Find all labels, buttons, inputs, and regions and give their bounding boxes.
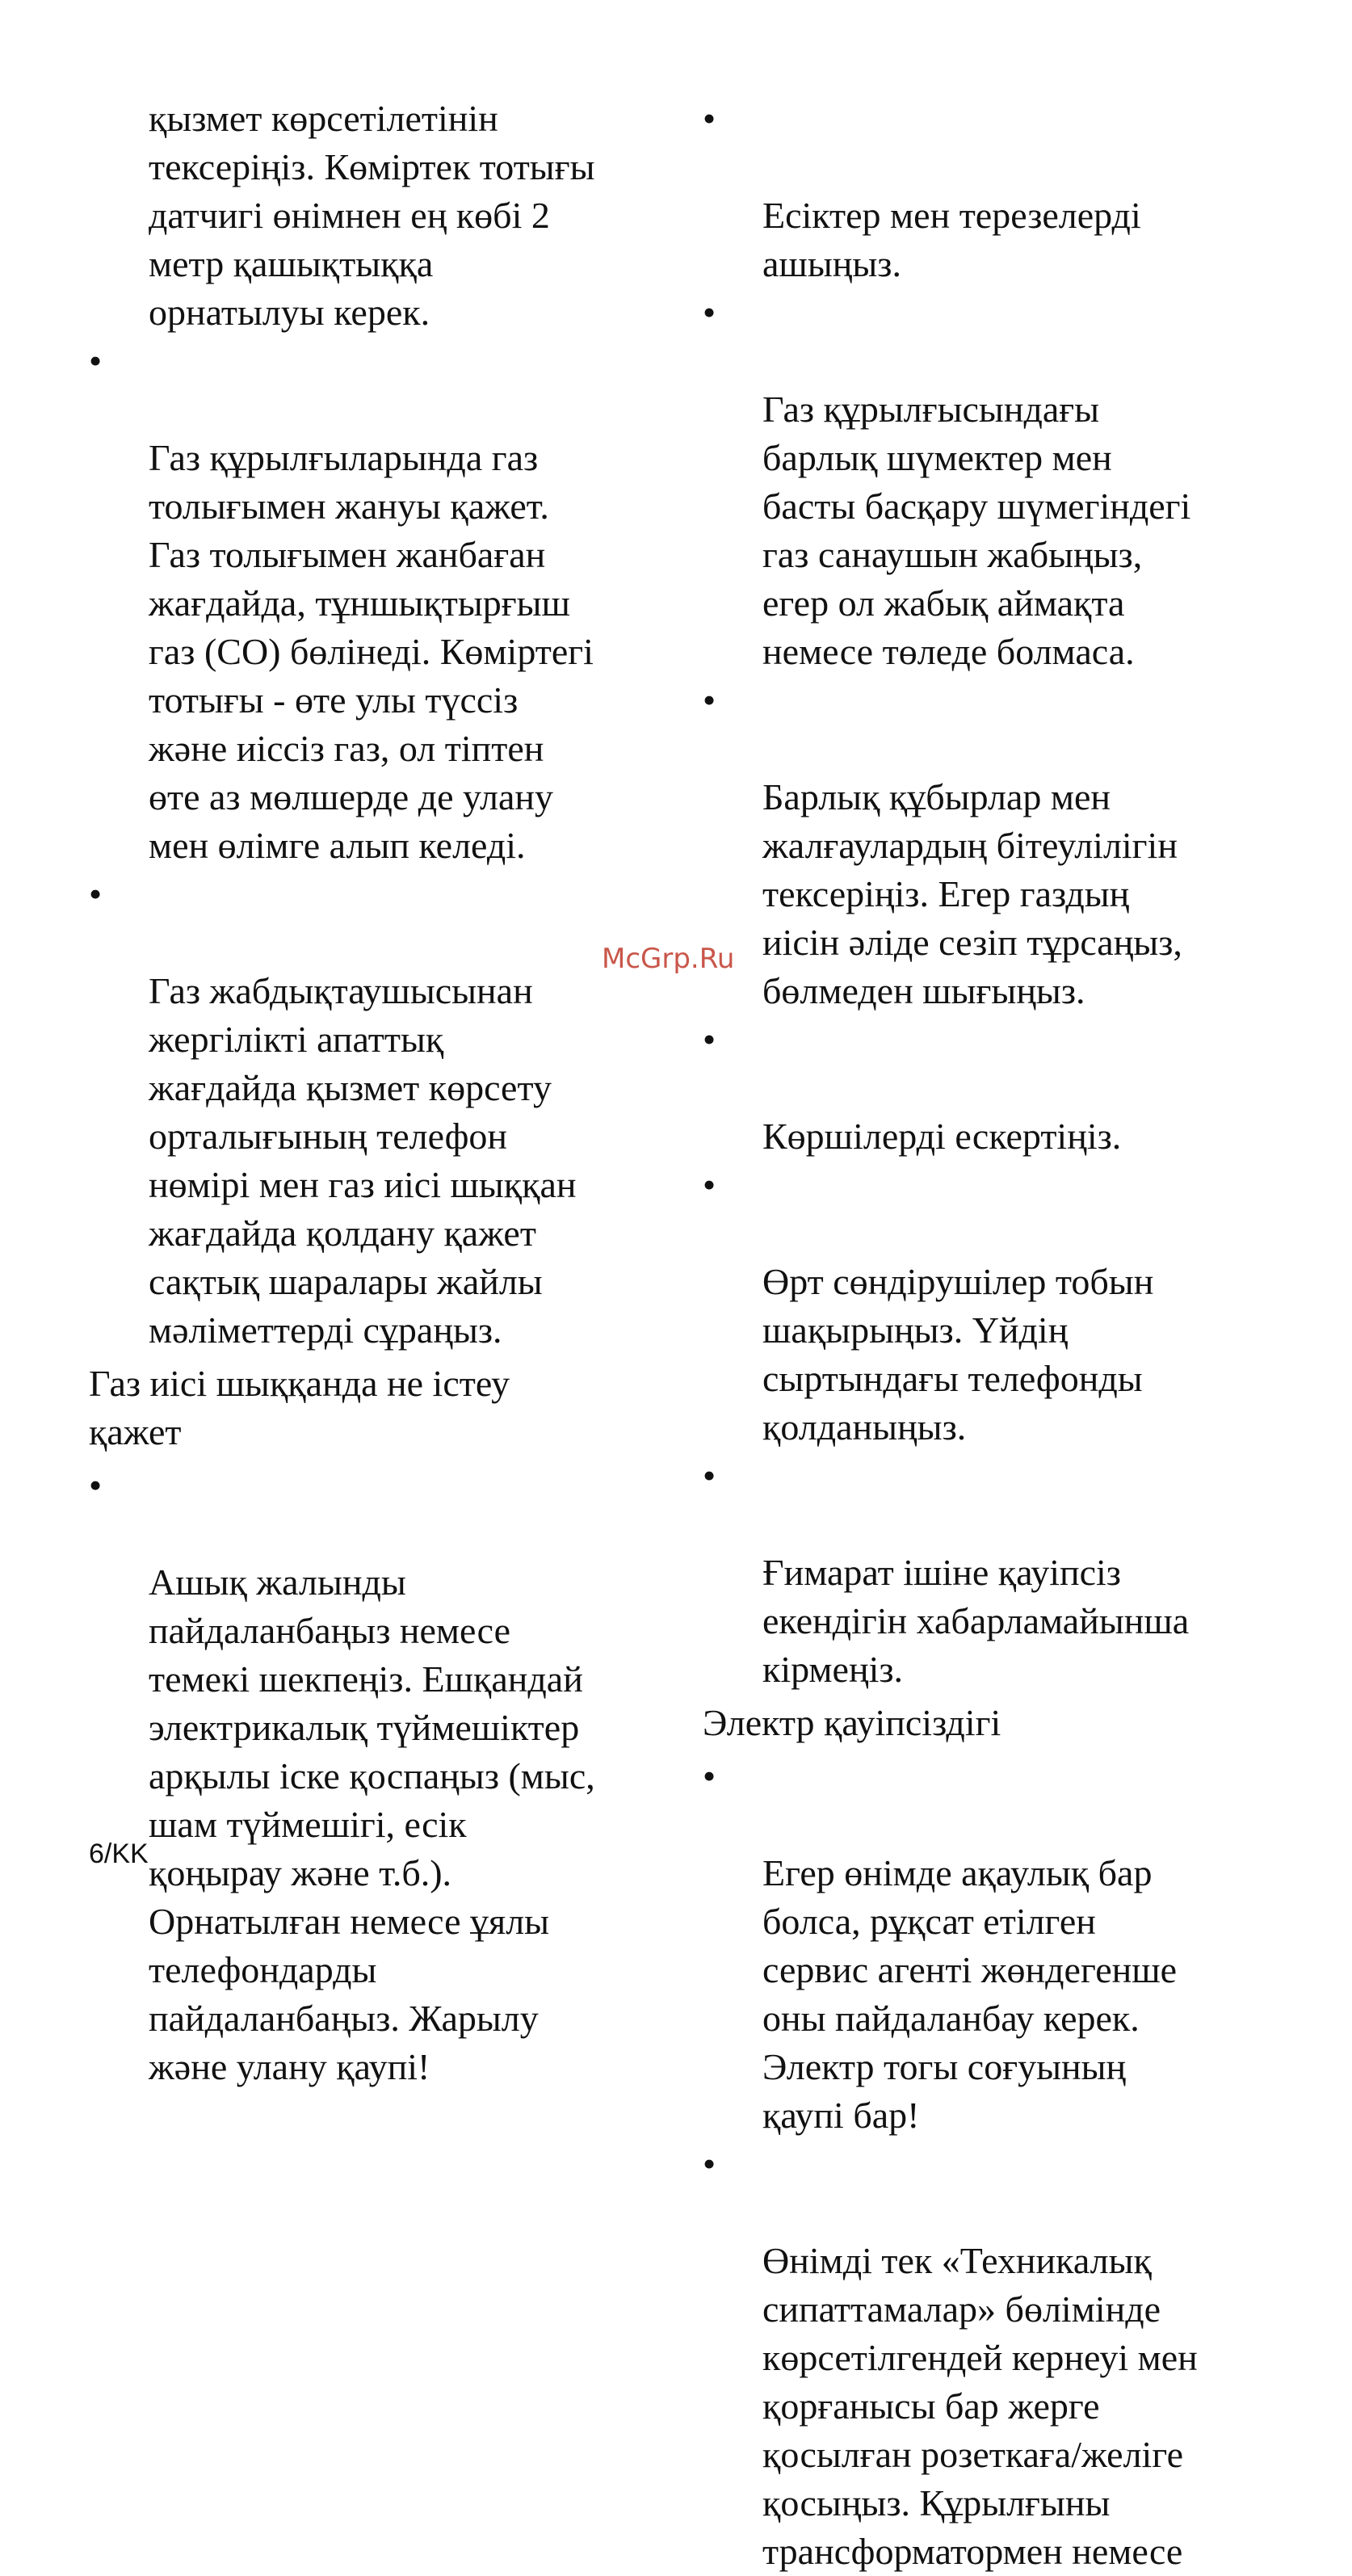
bullet-marker: • [89, 340, 103, 381]
list-item [703, 2140, 1268, 2576]
bullet-marker: • [703, 1455, 716, 1496]
list-item-text: Газ жабдықтаушысынан жергілікті апаттық жағдайда қызмет көрсету орталығының телефон нөмірі мен газ иісі шыққан жағдайда қолдану қажет сақтық шаралары жайлы мәліметтерді сұраңыз. [149, 970, 577, 1351]
bullet-marker: • [89, 873, 103, 914]
bullet-marker: • [89, 1464, 103, 1506]
list-item [89, 870, 654, 1355]
list-item [703, 676, 1268, 1015]
bullet-marker: • [703, 679, 716, 721]
bullet-marker: • [703, 2143, 716, 2184]
list-item [703, 1752, 1268, 2140]
right-column [703, 95, 1268, 2576]
list-item-text: Көршілерді ескертіңіз. [762, 1116, 1122, 1157]
intro-continuation: қызмет көрсетілетінін тексеріңіз. Көміртек тотығы датчигі өнімнен ең көбі 2 метр қашықтыққа орнатылуы керек. [149, 98, 595, 333]
bullet-marker: • [703, 1755, 716, 1796]
list-item-text: Өнімді тек «Техникалық сипаттамалар» бөлімінде көрсетілгендей кернеуі мен қорғанысы бар жерге қосылған розеткаға/желіге қосыңыз. Құрылғыны трансформатормен немесе [762, 2240, 1198, 2572]
list-item [703, 1452, 1268, 1694]
list-item [89, 1461, 654, 2091]
list-item-text: Ғимарат ішіне қауіпсіз екендігін хабарламайынша кірмеңіз. [762, 1552, 1190, 1690]
bullet-marker: • [703, 98, 716, 139]
list-item-text: Есіктер мен терезелерді ашыңыз. [762, 195, 1141, 284]
page-number: 6/KK [89, 1838, 149, 1869]
bullet-marker: • [703, 292, 716, 333]
list-item-text: Егер өнімде ақаулық бар болса, рұқсат етілген сервис агенті жөндегенше оны пайдаланбау керек. Электр тогы соғуының қаупі бар! [762, 1852, 1178, 2136]
section-heading: Газ иісі шыққанда не істеу қажет [89, 1363, 510, 1452]
list-item-text: Өрт сөндірушілер тобын шақырыңыз. Үйдің сыртындағы телефонды қолданыңыз. [762, 1261, 1154, 1448]
bullet-marker: • [703, 1019, 716, 1060]
list-item [703, 95, 1268, 288]
list-item-text: Ашық жалынды пайдаланбаңыз немесе темекі шекпеңіз. Ешқандай электрикалық түймешіктер арқылы іске қоспаңыз (мыс, шам түймешігі, есік қоңырау және т.б.). Орнатылған немесе ұялы телефондарды пайдаланбаңыз. Жарылу және улану қаупі! [149, 1561, 595, 2087]
list-item [703, 1161, 1268, 1452]
list-item [703, 1015, 1268, 1161]
section-heading: Электр қауіпсіздігі [703, 1702, 1001, 1743]
list-item [89, 337, 654, 870]
watermark: McGrp.Ru [602, 943, 735, 975]
left-column [89, 95, 654, 2091]
list-item-text: Газ құрылғыларында газ толығымен жануы қажет. Газ толығымен жанбаған жағдайда, тұншықтырғыш газ (СО) бөлінеді. Көміртегі тотығы - өте улы түссіз және иіссіз газ, ол тіптен өте аз мөлшерде де улану мен өлімге алып келеді. [149, 437, 594, 866]
bullet-marker: • [703, 1164, 716, 1205]
list-item-text: Газ құрылғысындағы барлық шүмектер мен басты басқару шүмегіндегі газ санаушын жабыңыз, егер ол жабық аймақта немесе төледе болмаса. [762, 389, 1191, 672]
list-item-text: Барлық құбырлар мен жалғаулардың бітеулілігін тексеріңіз. Егер газдың иісін әліде сезіп тұрсаңыз, бөлмеден шығыңыз. [762, 776, 1182, 1011]
list-item [703, 288, 1268, 676]
